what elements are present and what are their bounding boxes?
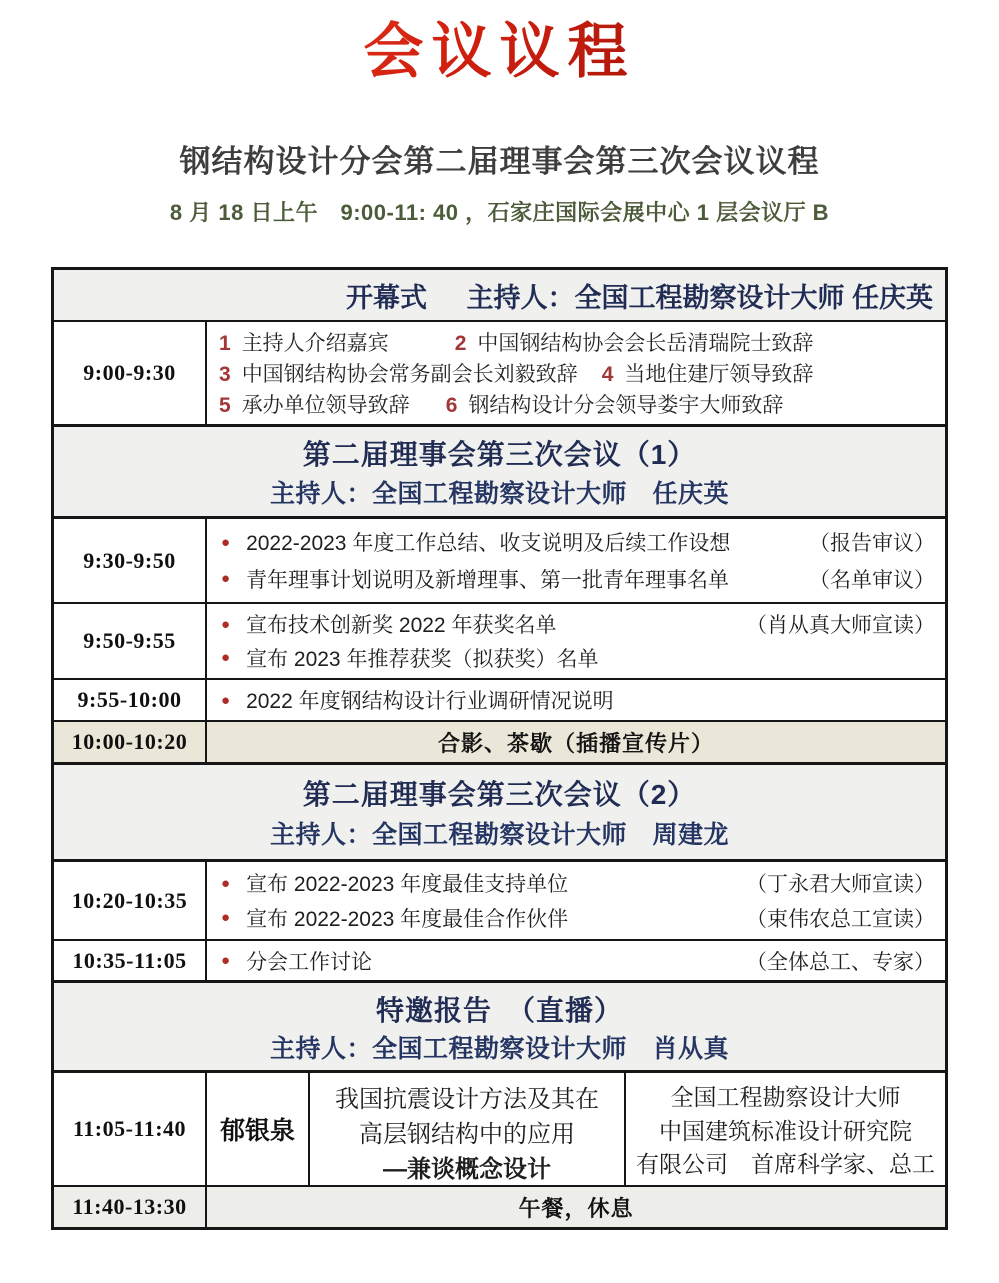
agenda-table — [51, 267, 948, 1230]
section-2-host: 主持人：全国工程勘察设计大师 周建龙 — [269, 821, 729, 849]
lunch-row — [54, 1185, 945, 1227]
time-1035: 10:35-11:05 — [54, 941, 207, 980]
item-note: （报告审议） — [809, 532, 935, 556]
tea-break-label: 合影、茶歇（插播宣传片） — [437, 730, 714, 756]
numbered-item — [602, 358, 814, 388]
agenda-item — [221, 564, 935, 594]
section-3-header — [54, 980, 945, 1070]
agenda-subtitle: 钢结构设计分会第二届理事会第三次会议议程 — [179, 144, 820, 179]
time-0950: 9:50-9:55 — [54, 604, 207, 678]
bullet-icon: ● — [221, 533, 231, 551]
agenda-row-0930 — [54, 516, 945, 602]
time-1105: 11:05-11:40 — [54, 1073, 207, 1185]
numbered-item — [455, 327, 814, 357]
affiliation-line1: 全国工程勘察设计大师 — [670, 1084, 901, 1111]
item-main — [221, 685, 614, 715]
item-note: （肖从真大师宣读） — [746, 614, 935, 638]
item-number: 2 — [454, 332, 467, 355]
items-0950 — [207, 604, 945, 678]
items-0930 — [207, 519, 945, 602]
item-text: 2022 年度钢结构设计行业调研情况说明 — [246, 690, 614, 713]
lunch-label: 午餐，休息 — [518, 1195, 634, 1221]
section-1-host: 主持人：全国工程勘察设计大师 任庆英 — [269, 479, 729, 508]
item-note: （丁永君大师宣读） — [746, 873, 935, 897]
item-note: （名单审议） — [809, 568, 935, 592]
items-1035 — [207, 941, 945, 980]
time-0955: 9:55-10:00 — [54, 680, 207, 720]
section-3-host: 主持人：全国工程勘察设计大师 肖从真 — [269, 1035, 729, 1063]
agenda-row-0900 — [54, 320, 945, 424]
opening-items-line2 — [219, 358, 937, 388]
numbered-item — [219, 389, 410, 419]
items-1020 — [207, 862, 945, 939]
item-text: 宣布技术创新奖 2022 年获奖名单 — [246, 614, 557, 638]
agenda-row-0955 — [54, 678, 945, 720]
section-2-title: 第二届理事会第三次会议（2） — [302, 779, 697, 810]
page-title: 会议议程 — [0, 4, 999, 90]
opening-items — [207, 322, 945, 424]
section-2-header — [54, 762, 945, 859]
bullet-icon: ● — [221, 615, 231, 633]
item-main — [221, 868, 568, 898]
item-text: 青年理事计划说明及新增理事、第一批青年理事名单 — [246, 568, 730, 592]
item-main — [221, 643, 598, 673]
time-0930: 9:30-9:50 — [54, 519, 207, 602]
agenda-row-0950 — [54, 602, 945, 678]
item-main — [221, 527, 730, 557]
item-text: 分会工作讨论 — [246, 950, 373, 974]
item-number: 4 — [601, 363, 614, 386]
agenda-item — [221, 685, 935, 715]
section-1-header — [54, 424, 945, 516]
item-note: （束伟农总工宣读） — [746, 907, 935, 931]
items-0955 — [207, 680, 945, 720]
agenda-item — [221, 643, 935, 673]
opening-items-line3 — [219, 389, 937, 419]
item-text: 中国钢结构协会常务副会长刘毅致辞 — [241, 363, 578, 386]
time-1000: 10:00-10:20 — [54, 722, 207, 762]
agenda-page — [0, 4, 999, 1283]
keynote-title-line3: —兼谈概念设计 — [383, 1156, 551, 1183]
agenda-item — [221, 609, 935, 639]
agenda-item — [221, 903, 935, 933]
opening-items-line1 — [219, 327, 937, 357]
agenda-item — [221, 527, 935, 557]
item-text: 当地住建厅领导致辞 — [624, 363, 814, 386]
keynote-title-cell — [310, 1073, 626, 1185]
bullet-icon: ● — [221, 570, 231, 588]
item-main — [221, 564, 729, 594]
agenda-item — [221, 946, 935, 976]
bullet-icon: ● — [221, 909, 231, 927]
time-1020: 10:20-10:35 — [54, 862, 207, 939]
time-0900: 9:00-9:30 — [54, 322, 207, 424]
item-main — [221, 903, 568, 933]
section-1-title: 第二届理事会第三次会议（1） — [302, 439, 697, 471]
date-location-line: 8 月 18 日上午 9:00-11: 40 ，石家庄国际会展中心 1 层会议厅 B — [169, 200, 830, 225]
keynote-affiliation-cell — [626, 1073, 945, 1185]
item-text: 宣布 2023 年推荐获奖（拟获奖）名单 — [246, 647, 599, 671]
item-number: 3 — [219, 363, 231, 386]
affiliation-line3: 有限公司 首席科学家、总工 — [636, 1150, 935, 1177]
keynote-title-line1: 我国抗震设计方法及其在 — [335, 1086, 599, 1113]
bullet-icon: ● — [221, 874, 231, 892]
item-number: 5 — [219, 394, 231, 417]
bullet-icon: ● — [221, 649, 231, 667]
keynote-title-line2: 高层钢结构中的应用 — [359, 1121, 575, 1148]
item-text: 钢结构设计分会领导娄宇大师致辞 — [468, 394, 784, 417]
item-number: 1 — [219, 332, 231, 355]
agenda-item — [221, 868, 935, 898]
keynote-speaker: 郁银泉 — [207, 1073, 310, 1185]
item-note: （全体总工、专家） — [746, 950, 935, 974]
item-text: 2022-2023 年度工作总结、收支说明及后续工作设想 — [246, 532, 731, 556]
numbered-item — [219, 358, 578, 388]
item-text: 宣布 2022-2023 年度最佳合作伙伴 — [246, 907, 569, 931]
bullet-icon: ● — [221, 952, 231, 969]
tea-break-row — [54, 720, 945, 762]
bullet-icon: ● — [221, 691, 231, 709]
keynote-row — [54, 1070, 945, 1185]
agenda-row-1020 — [54, 859, 945, 939]
opening-title: 开幕式 — [346, 282, 427, 313]
opening-header-row — [54, 270, 945, 320]
item-text: 主持人介绍嘉宾 — [241, 332, 389, 355]
item-text: 宣布 2022-2023 年度最佳支持单位 — [246, 873, 569, 897]
time-1140: 11:40-13:30 — [54, 1187, 207, 1227]
item-text: 承办单位领导致辞 — [241, 394, 410, 417]
item-text: 中国钢结构协会会长岳清瑞院士致辞 — [477, 332, 814, 355]
affiliation-line2: 中国建筑标准设计研究院 — [659, 1117, 912, 1144]
opening-host: 主持人：全国工程勘察设计大师 任庆英 — [466, 282, 933, 313]
item-main — [221, 946, 372, 976]
item-main — [221, 609, 556, 639]
numbered-item — [219, 327, 389, 357]
section-3-title: 特邀报告 （直播） — [375, 995, 623, 1026]
numbered-item — [446, 389, 784, 419]
item-number: 6 — [445, 394, 458, 417]
agenda-row-1035 — [54, 939, 945, 980]
